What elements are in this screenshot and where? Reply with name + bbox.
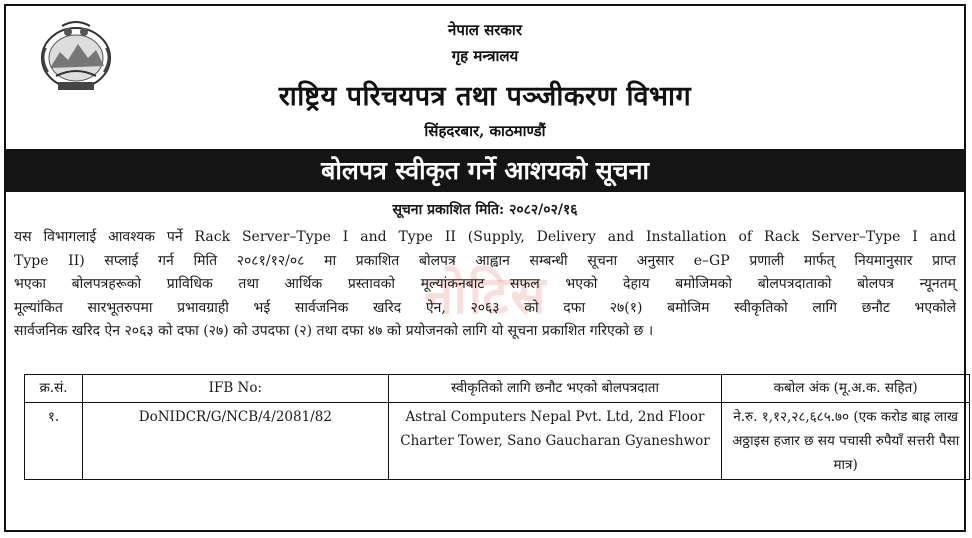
notice-body-line: Type II) सप्लाई गर्न मिति २०८१/१२/०८ मा प्रकाशित बोलपत्र आह्वान सम्बन्धी सूचना अनुसार e–GP प्रणाली मार्फत् नियमानुसार प्राप्त [14,252,956,269]
col-header-amount: कबोल अंक (मू.अ.क. सहित) [722,375,970,403]
ministry-name: गृह मन्त्रालय [451,47,519,65]
notice-body [14,226,956,344]
notice-body-line: भएका बोलपत्रहरूको प्राविधिक तथा आर्थिक प्रस्तावको मूल्यांकनबाट सफल भएको देहाय बमोजिमको बोलपत्रदाताको बोलपत्र न्यूनतम् [14,276,956,292]
cell-ifb: DoNIDCR/G/NCB/4/2081/82 [82,403,388,480]
department-name: राष्ट्रिय परिचयपत्र तथा पञ्जीकरण विभाग [278,81,692,112]
award-table [24,374,970,480]
notice-body-line: सार्वजनिक खरिद ऐन २०६३ को दफा (२७) को उपदफा (२) तथा दफा ४७ को प्रयोजनको लागि यो सूचना प्रकाशित गरिएको छ । [14,323,654,339]
notice-title: बोलपत्र स्वीकृत गर्ने आशयको सूचना [6,149,964,192]
cell-sn: १. [25,403,83,480]
government-name: नेपाल सरकार [448,21,522,39]
col-header-sn: क्र.सं. [25,375,83,403]
watermark-text: नोटिस [424,266,548,326]
published-date: सूचना प्रकाशित मिति: २०८२/०२/१६ [392,202,578,218]
col-header-bidder: स्वीकृतिको लागि छनौट भएको बोलपत्रदाता [388,375,722,403]
notice-body-line: मूल्यांकित सारभूतरुपमा प्रभावग्राही भई सार्वजनिक खरिद ऐन, २०६३ को दफा २७(१) बमोजिम स्वीकृतिको लागि छनौट भएकोले [14,299,956,316]
cell-bidder: Astral Computers Nepal Pvt. Ltd, 2nd Floor Charter Tower, Sano Gaucharan Gyaneshwor [388,403,722,480]
col-header-ifb: IFB No: [82,375,388,403]
table-header-row [25,375,970,403]
notice-body-line: यस विभागलाई आवश्यक पर्ने Rack Server–Type I and Type II (Supply, Delivery and Installation of Rack Server–Type I and [14,229,956,245]
table-row [25,403,970,480]
cell-amount: ने.रु. १,१२,२८,६८५.७० (एक करोड बाह्र लाख अठ्ठाइस हजार छ सय पचासी रुपैयाँ सत्तरी पैसा मात्र) [722,403,970,480]
notice-frame [4,4,966,532]
department-address: सिंहदरबार, काठमाण्डौं [424,122,546,140]
